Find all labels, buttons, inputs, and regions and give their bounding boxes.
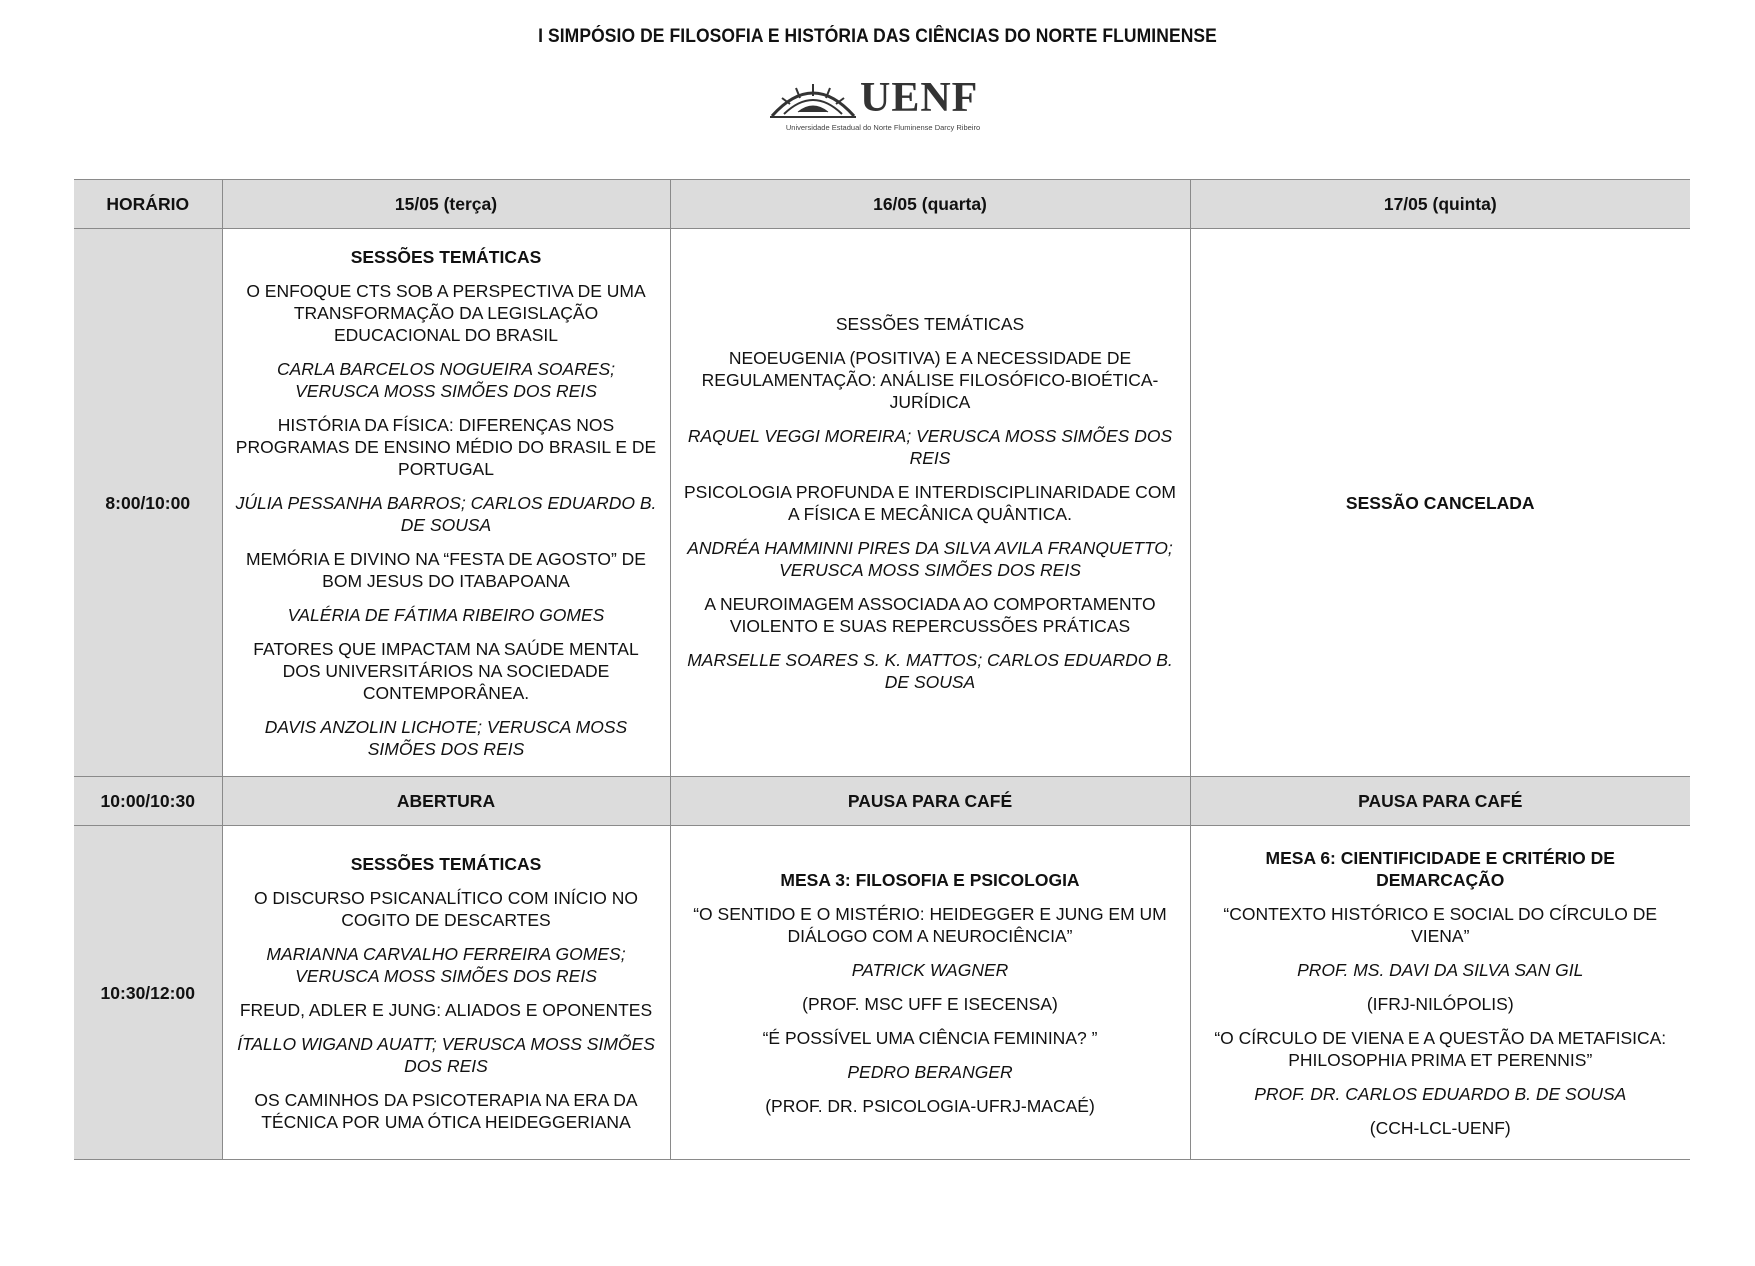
paper-title: HISTÓRIA DA FÍSICA: DIFERENÇAS NOS PROGRAMAS DE ENSINO MÉDIO DO BRASIL E DE PORTUGAL bbox=[235, 414, 657, 479]
paper-title: A NEUROIMAGEM ASSOCIADA AO COMPORTAMENTO VIOLENTO E SUAS REPERCUSSÕES PRÁTICAS bbox=[704, 593, 1156, 636]
paper-title: O ENFOQUE CTS SOB A PERSPECTIVA DE UMA TRANSFORMAÇÃO DA LEGISLAÇÃO EDUCACIONAL DO BRASIL bbox=[246, 280, 646, 345]
paper-title: MEMÓRIA E DIVINO NA “FESTA DE AGOSTO” DE BOM JESUS DO ITABAPOANA bbox=[246, 548, 646, 591]
paper-title: OS CAMINHOS DA PSICOTERAPIA NA ERA DA TÉCNICA POR UMA ÓTICA HEIDEGGERIANA bbox=[254, 1089, 638, 1132]
paper-authors: ANDRÉA HAMMINNI PIRES DA SILVA AVILA FRANQUETTO; VERUSCA MOSS SIMÕES DOS REIS bbox=[687, 537, 1173, 580]
paper-title: FREUD, ADLER E JUNG: ALIADOS E OPONENTES bbox=[239, 999, 653, 1020]
speaker-affiliation: (PROF. MSC UFF E ISECENSA) bbox=[802, 993, 1058, 1014]
session-heading: SESSÕES TEMÁTICAS bbox=[350, 853, 542, 874]
session-cell bbox=[222, 229, 670, 777]
paper-authors: MARSELLE SOARES S. K. MATTOS; CARLOS EDUARDO B. DE SOUSA bbox=[687, 649, 1173, 692]
header-day1: 15/05 (terça) bbox=[222, 180, 670, 229]
paper-title: PSICOLOGIA PROFUNDA E INTERDISCIPLINARIDADE COM A FÍSICA E MECÂNICA QUÂNTICA. bbox=[683, 481, 1177, 524]
break-row bbox=[74, 777, 1690, 826]
session-heading: SESSÕES TEMÁTICAS bbox=[350, 246, 542, 267]
speaker-affiliation: (PROF. DR. PSICOLOGIA-UFRJ-MACAÉ) bbox=[765, 1095, 1095, 1116]
panel-cell bbox=[670, 826, 1190, 1160]
header-time: HORÁRIO bbox=[74, 180, 222, 229]
logo-subtitle: Universidade Estadual do Norte Fluminense Darcy Ribeiro bbox=[785, 123, 981, 132]
coffee-break-cell: PAUSA PARA CAFÉ bbox=[670, 777, 1190, 826]
speaker-name: PROF. DR. CARLOS EDUARDO B. DE SOUSA bbox=[1254, 1083, 1627, 1104]
session-cell bbox=[222, 826, 670, 1160]
speaker-name: PEDRO BERANGER bbox=[847, 1061, 1013, 1082]
speaker-affiliation: (IFRJ-NILÓPOLIS) bbox=[1366, 993, 1514, 1014]
talk-title: “O CÍRCULO DE VIENA E A QUESTÃO DA METAFISICA: PHILOSOPHIA PRIMA ET PERENNIS” bbox=[1214, 1027, 1667, 1070]
schedule-row bbox=[74, 826, 1690, 1160]
paper-authors: DAVIS ANZOLIN LICHOTE; VERUSCA MOSS SIMÕES DOS REIS bbox=[264, 716, 628, 759]
uenf-emblem-icon bbox=[768, 76, 858, 120]
document-title: I SIMPÓSIO DE FILOSOFIA E HISTÓRIA DAS CIÊNCIAS DO NORTE FLUMINENSE bbox=[538, 26, 1217, 47]
session-heading: SESSÕES TEMÁTICAS bbox=[835, 313, 1025, 334]
paper-authors: RAQUEL VEGGI MOREIRA; VERUSCA MOSS SIMÕES DOS REIS bbox=[687, 425, 1173, 468]
paper-authors: JÚLIA PESSANHA BARROS; CARLOS EDUARDO B. DE SOUSA bbox=[235, 492, 657, 535]
uenf-logo bbox=[768, 76, 998, 134]
paper-title: FATORES QUE IMPACTAM NA SAÚDE MENTAL DOS UNIVERSITÁRIOS NA SOCIEDADE CONTEMPORÂNEA. bbox=[253, 638, 639, 703]
header-row bbox=[74, 180, 1690, 229]
schedule-row bbox=[74, 229, 1690, 777]
speaker-name: PROF. MS. DAVI DA SILVA SAN GIL bbox=[1297, 959, 1584, 980]
paper-authors: MARIANNA CARVALHO FERREIRA GOMES; VERUSCA MOSS SIMÕES DOS REIS bbox=[266, 943, 626, 986]
time-cell: 10:30/12:00 bbox=[74, 826, 222, 1160]
talk-title: “CONTEXTO HISTÓRICO E SOCIAL DO CÍRCULO DE VIENA” bbox=[1223, 903, 1658, 946]
time-cell: 10:00/10:30 bbox=[74, 777, 222, 826]
panel-heading: MESA 3: FILOSOFIA E PSICOLOGIA bbox=[780, 869, 1080, 890]
talk-title: “É POSSÍVEL UMA CIÊNCIA FEMININA? ” bbox=[762, 1027, 1098, 1048]
session-cell bbox=[670, 229, 1190, 777]
talk-title: “O SENTIDO E O MISTÉRIO: HEIDEGGER E JUNG EM UM DIÁLOGO COM A NEUROCIÊNCIA” bbox=[693, 903, 1167, 946]
paper-authors: ÍTALLO WIGAND AUATT; VERUSCA MOSS SIMÕES DOS REIS bbox=[237, 1033, 655, 1076]
header-day3: 17/05 (quinta) bbox=[1190, 180, 1690, 229]
panel-cell bbox=[1190, 826, 1690, 1160]
paper-authors: CARLA BARCELOS NOGUEIRA SOARES; VERUSCA MOSS SIMÕES DOS REIS bbox=[276, 358, 616, 401]
opening-cell: ABERTURA bbox=[222, 777, 670, 826]
schedule-table bbox=[74, 179, 1690, 1160]
coffee-break-cell: PAUSA PARA CAFÉ bbox=[1190, 777, 1690, 826]
paper-title: O DISCURSO PSICANALÍTICO COM INÍCIO NO COGITO DE DESCARTES bbox=[253, 887, 639, 930]
speaker-name: PATRICK WAGNER bbox=[851, 959, 1009, 980]
panel-heading: MESA 6: CIENTIFICIDADE E CRITÉRIO DE DEMARCAÇÃO bbox=[1265, 847, 1615, 890]
header-day2: 16/05 (quarta) bbox=[670, 180, 1190, 229]
paper-authors: VALÉRIA DE FÁTIMA RIBEIRO GOMES bbox=[287, 604, 605, 625]
paper-title: NEOEUGENIA (POSITIVA) E A NECESSIDADE DE REGULAMENTAÇÃO: ANÁLISE FILOSÓFICO-BIOÉTICA-JURÍDICA bbox=[701, 347, 1159, 412]
logo-wordmark: UENF bbox=[860, 75, 979, 121]
speaker-affiliation: (CCH-LCL-UENF) bbox=[1369, 1117, 1511, 1138]
cancelled-session: SESSÃO CANCELADA bbox=[1190, 229, 1690, 777]
time-cell: 8:00/10:00 bbox=[74, 229, 222, 777]
